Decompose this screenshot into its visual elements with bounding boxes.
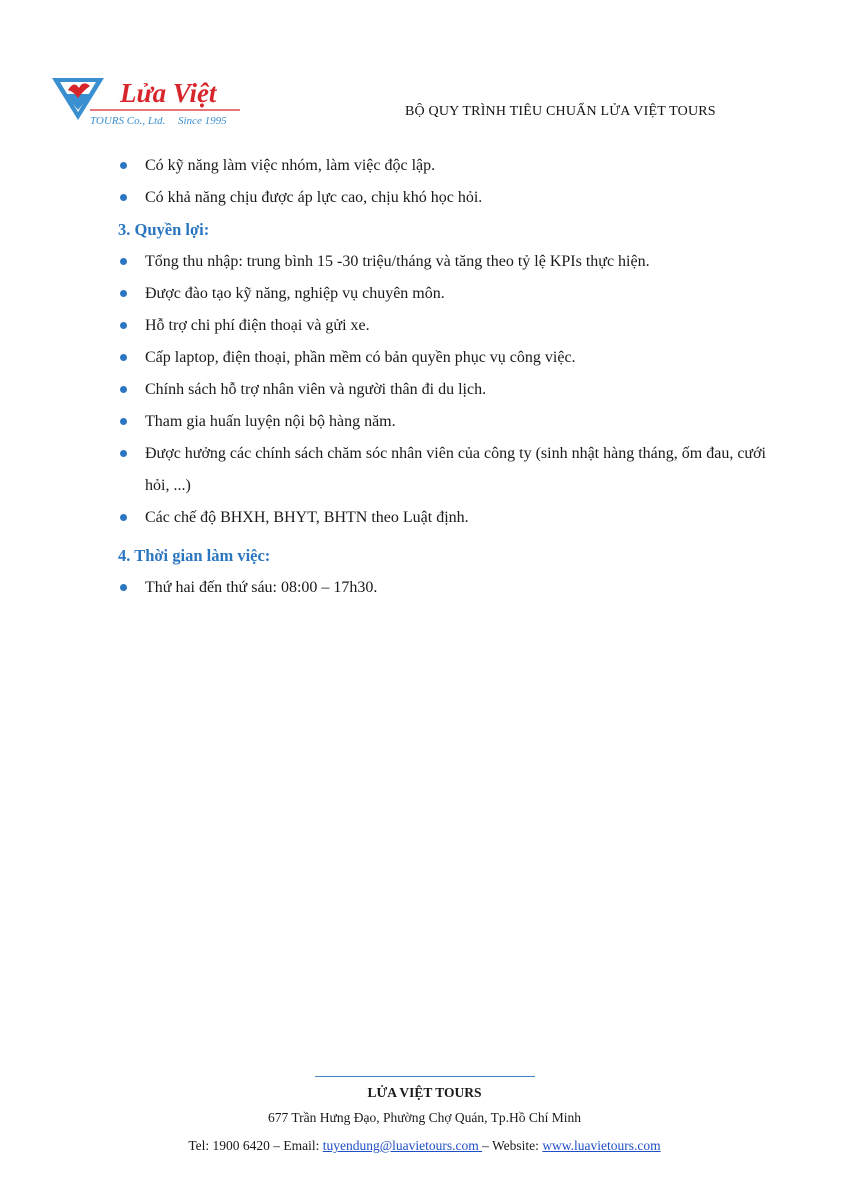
logo-brand-text: Lửa Việt — [120, 78, 217, 108]
list-item: Tham gia huấn luyện nội bộ hàng năm. — [118, 406, 778, 438]
bullet-icon — [120, 450, 127, 457]
logo-tagline: TOURS Co., Ltd. — [90, 115, 166, 127]
footer-phone-label: Tel: 1900 6420 – Email: — [188, 1138, 323, 1153]
bullet-icon — [120, 354, 127, 361]
bullet-icon — [120, 290, 127, 297]
logo-emblem-icon — [52, 78, 104, 120]
list-item: Có kỹ năng làm việc nhóm, làm việc độc lập. — [118, 150, 778, 182]
list-item: Các chế độ BHXH, BHYT, BHTN theo Luật định. — [118, 502, 778, 534]
email-link[interactable]: tuyendung@luavietours.com — [322, 1138, 483, 1153]
footer-website-label: – Website: — [482, 1138, 543, 1153]
section-heading-benefits: 3. Quyền lợi: — [118, 220, 210, 239]
list-item: Có khả năng chịu được áp lực cao, chịu khó học hỏi. — [118, 182, 778, 214]
list-item: Thứ hai đến thứ sáu: 08:00 – 17h30. — [118, 572, 778, 604]
bullet-icon — [120, 584, 127, 591]
footer-divider — [315, 1076, 535, 1077]
bullet-icon — [120, 258, 127, 265]
website-link[interactable]: www.luavietours.com — [542, 1138, 661, 1153]
footer-contact — [0, 1138, 849, 1154]
footer-company-name: LỬA VIỆT TOURS — [367, 1085, 482, 1100]
list-item: Tổng thu nhập: trung bình 15 -30 triệu/tháng và tăng theo tỷ lệ KPIs thực hiện. — [118, 246, 778, 278]
bullet-icon — [120, 162, 127, 169]
list-item: Được đào tạo kỹ năng, nghiệp vụ chuyên môn. — [118, 278, 778, 310]
bullet-icon — [120, 322, 127, 329]
bullet-icon — [120, 194, 127, 201]
logo-since: Since 1995 — [178, 115, 227, 127]
company-logo — [50, 70, 250, 130]
bullet-icon — [120, 386, 127, 393]
section-heading-working-hours: 4. Thời gian làm việc: — [118, 546, 271, 565]
document-header-title: BỘ QUY TRÌNH TIÊU CHUẨN LỬA VIỆT TOURS — [405, 104, 716, 119]
list-item: Cấp laptop, điện thoại, phần mềm có bản quyền phục vụ công việc. — [118, 342, 778, 374]
list-item: Hỗ trợ chi phí điện thoại và gửi xe. — [118, 310, 778, 342]
list-item: Chính sách hỗ trợ nhân viên và người thân đi du lịch. — [118, 374, 778, 406]
footer-address: 677 Trần Hưng Đạo, Phường Chợ Quán, Tp.Hồ Chí Minh — [268, 1110, 581, 1125]
document-body — [118, 150, 778, 604]
bullet-icon — [120, 514, 127, 521]
list-item: Được hưởng các chính sách chăm sóc nhân viên của công ty (sinh nhật hàng tháng, ốm đau, cưới hỏi, ...) — [118, 438, 778, 502]
bullet-icon — [120, 418, 127, 425]
